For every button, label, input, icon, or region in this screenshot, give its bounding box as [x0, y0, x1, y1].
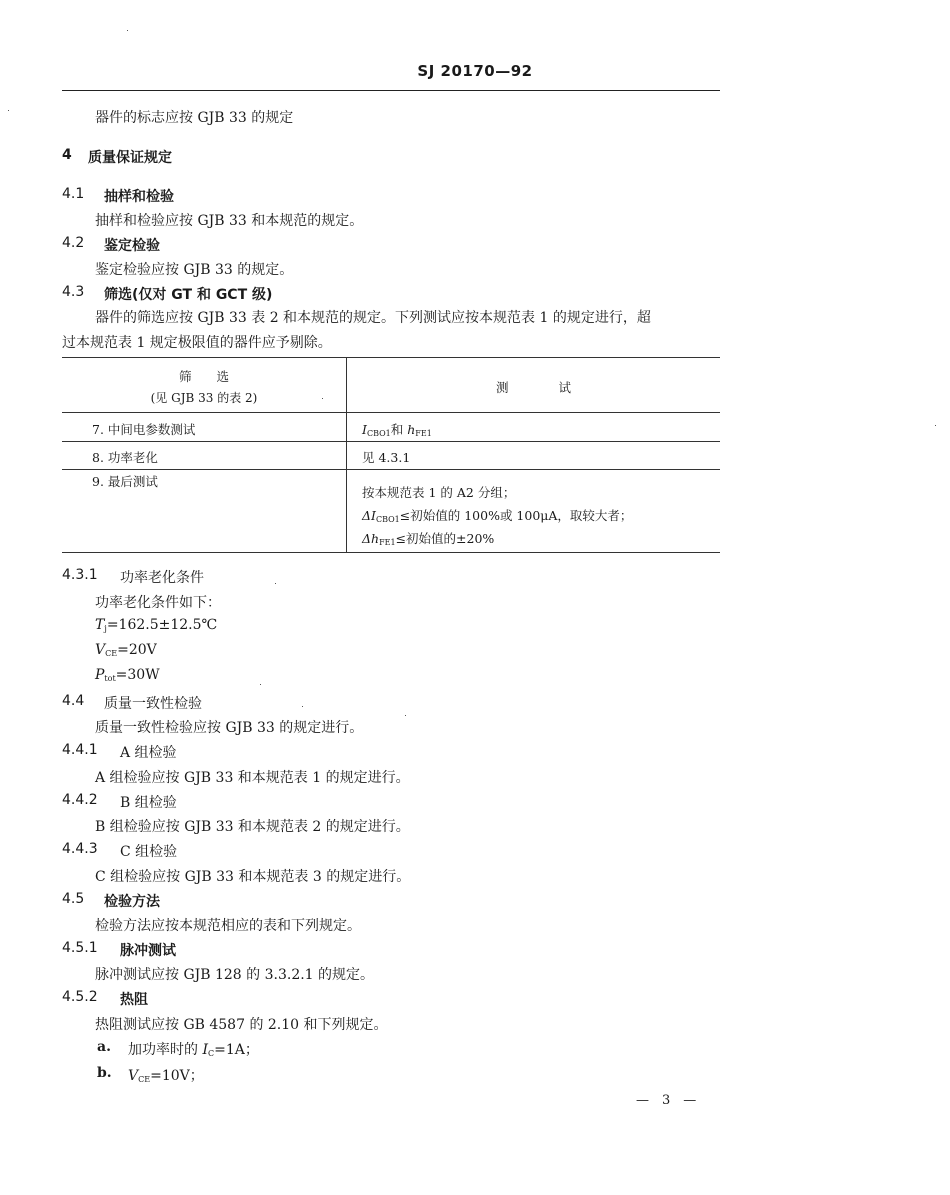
section-4-3-text-line1: 器件的筛选应按 GJB 33 表 2 和本规范的规定。下列测试应按本规范表 1 的规定进行，超	[95, 310, 651, 326]
section-4-5-1-text: 脉冲测试应按 GJB 128 的 3.3.2.1 的规定。	[95, 967, 375, 983]
section-4-4-2-number: 4.4.2	[62, 792, 98, 808]
section-4-5-2-number: 4.5.2	[62, 989, 98, 1005]
table-cell-test: $\Delta h_{FE1}\le$初始值的±20%	[362, 531, 495, 547]
section-4-4-2-title: B 组检验	[120, 795, 177, 811]
table-header-test: 测 试	[495, 380, 571, 395]
section-4-4-1-title: A 组检验	[120, 745, 177, 761]
document-code: SJ 20170—92	[417, 62, 533, 80]
table-cell-test: 见 4.3.1	[362, 450, 411, 465]
list-item-b-label: b.	[97, 1065, 112, 1081]
table-cell-test: $\Delta I_{CBO1}\le$初始值的 100%或 100μA，取较大者；	[362, 508, 633, 524]
section-4-1-number: 4.1	[62, 186, 85, 202]
list-item-b: $V_{CE}=10V$；	[128, 1068, 204, 1084]
section-4-2-title: 鉴定检验	[104, 238, 160, 254]
section-4-number: 4	[62, 147, 72, 163]
table-row-rule	[62, 441, 720, 442]
section-4-2-text: 鉴定检验应按 GJB 33 的规定。	[95, 262, 294, 278]
table-header-rule	[62, 412, 720, 413]
section-4-1-title: 抽样和检验	[104, 189, 174, 205]
intro-line: 器件的标志应按 GJB 33 的规定	[95, 110, 294, 126]
section-4-2-number: 4.2	[62, 235, 85, 251]
table-cell-screen: 7. 中间电参数测试	[92, 422, 196, 437]
condition-junction-temperature: $T_j=162.5\pm 12.5℃$	[95, 617, 218, 633]
section-4-4-3-text: C 组检验应按 GJB 33 和本规范表 3 的规定进行。	[95, 869, 411, 885]
table-top-rule	[62, 357, 720, 358]
table-header-screen-note: (见 GJB 33 的表 2)	[150, 391, 258, 405]
section-4-4-3-number: 4.4.3	[62, 841, 98, 857]
condition-collector-emitter-voltage: $V_{CE}=20V$	[95, 642, 157, 658]
section-4-3-text-line2: 过本规范表 1 规定极限值的器件应予剔除。	[62, 335, 332, 351]
scan-speck	[275, 583, 276, 584]
section-4-1-text: 抽样和检验应按 GJB 33 和本规范的规定。	[95, 213, 364, 229]
section-4-3-1-number: 4.3.1	[62, 567, 98, 583]
scan-speck	[127, 30, 128, 31]
table-bottom-rule	[62, 552, 720, 553]
section-4-title: 质量保证规定	[88, 150, 172, 166]
section-4-5-title: 检验方法	[104, 894, 160, 910]
section-4-3-1-title: 功率老化条件	[120, 570, 204, 586]
table-cell-screen: 9. 最后测试	[92, 474, 158, 489]
section-4-3-title: 筛选(仅对 GT 和 GCT 级)	[104, 287, 273, 303]
scan-speck	[8, 110, 9, 111]
section-4-4-2-text: B 组检验应按 GJB 33 和本规范表 2 的规定进行。	[95, 819, 410, 835]
section-4-4-text: 质量一致性检验应按 GJB 33 的规定进行。	[95, 720, 364, 736]
section-4-5-1-number: 4.5.1	[62, 940, 98, 956]
section-4-4-title: 质量一致性检验	[104, 696, 202, 712]
page-number: — 3 —	[636, 1093, 697, 1108]
section-4-5-text: 检验方法应按本规范相应的表和下列规定。	[95, 918, 361, 934]
section-4-4-3-title: C 组检验	[120, 844, 178, 860]
section-4-5-2-text: 热阻测试应按 GB 4587 的 2.10 和下列规定。	[95, 1017, 388, 1033]
scan-speck	[405, 715, 406, 716]
section-4-5-2-title: 热阻	[120, 992, 148, 1008]
table-row-rule	[62, 469, 720, 470]
scan-speck	[260, 684, 261, 685]
scan-speck	[322, 398, 323, 399]
section-4-5-1-title: 脉冲测试	[120, 943, 176, 959]
section-4-3-1-text: 功率老化条件如下：	[95, 595, 221, 611]
list-item-a-label: a.	[97, 1039, 111, 1055]
table-header-screen: 筛 选	[178, 369, 229, 384]
section-4-4-1-text: A 组检验应按 GJB 33 和本规范表 1 的规定进行。	[95, 770, 410, 786]
table-cell-test: $I_{CBO1}$和 $h_{FE1}$	[362, 422, 432, 438]
table-cell-screen: 8. 功率老化	[92, 450, 158, 465]
section-4-5-number: 4.5	[62, 891, 85, 907]
scan-speck	[302, 706, 303, 707]
section-4-3-number: 4.3	[62, 284, 85, 300]
condition-total-power: $P_{tot}=30W$	[95, 667, 160, 683]
list-item-a: 加功率时的 $I_C=1A$；	[128, 1042, 259, 1058]
section-4-4-number: 4.4	[62, 693, 85, 709]
section-4-4-1-number: 4.4.1	[62, 742, 98, 758]
header-rule	[62, 90, 720, 91]
table-cell-test: 按本规范表 1 的 A2 分组；	[362, 485, 516, 500]
scan-speck	[935, 425, 936, 426]
